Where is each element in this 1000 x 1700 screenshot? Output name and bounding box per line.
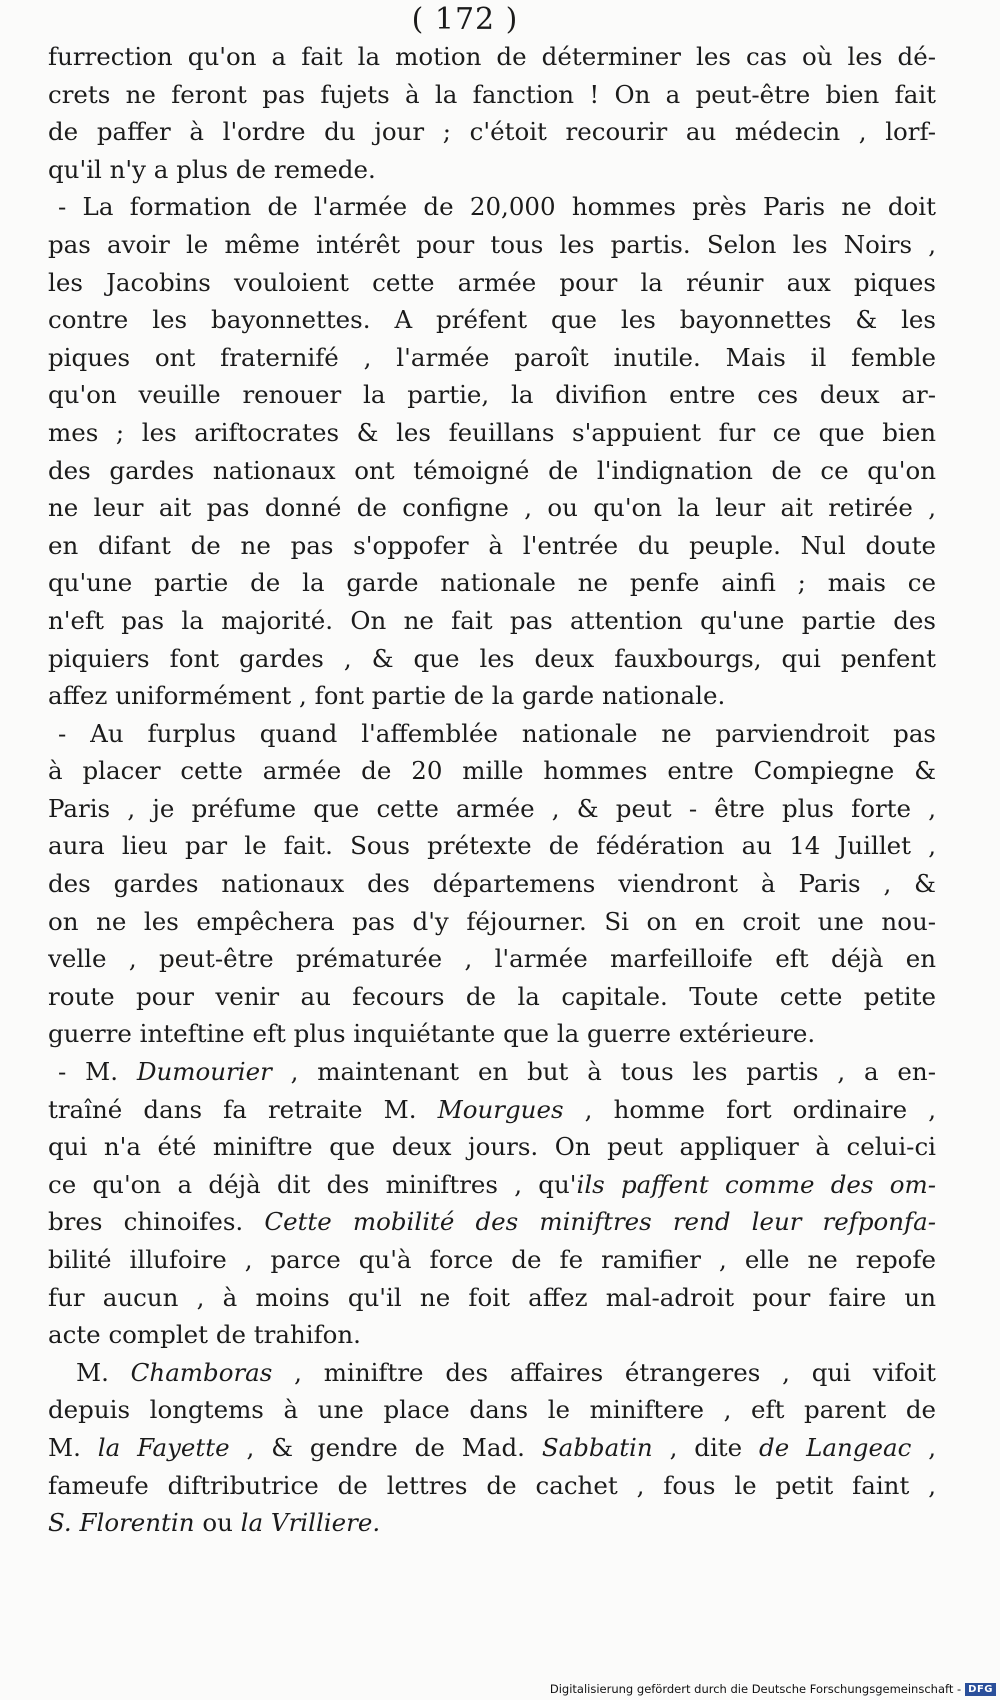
text-segment: M. [48, 1432, 98, 1462]
text-line [48, 339, 936, 377]
text-line [48, 1241, 936, 1279]
text-segment: furrection qu'on a fait la motion de déterminer les cas où les dé- [48, 42, 936, 71]
text-line [48, 376, 936, 414]
text-line [48, 151, 936, 189]
text-segment: fur aucun , à moins qu'il ne foit affez mal-adroit pour faire un [48, 1282, 936, 1312]
text-segment: , miniftre des affaires étrangeres , qui vifoit [272, 1357, 936, 1387]
text-line [48, 188, 936, 226]
text-segment: depuis longtems à une place dans le miniftere , eft parent de [48, 1395, 936, 1425]
text-line [48, 677, 936, 715]
text-line [48, 38, 936, 76]
text-line [48, 1279, 936, 1317]
credit-text: Digitalisierung gefördert durch die Deutsche Forschungsgemeinschaft - [549, 1682, 962, 1696]
text-segment: piques ont fraternifé , l'armée paroît inutile. Mais il femble [48, 342, 936, 372]
text-segment: ou [194, 1508, 241, 1538]
text-segment: piquiers font gardes , & que les deux fauxbourgs, qui penfent [48, 643, 936, 673]
text-line [48, 1467, 936, 1505]
text-segment: , homme fort ordinaire , [563, 1094, 936, 1124]
text-line [48, 527, 936, 565]
text-segment: à placer cette armée de 20 mille hommes entre Compiegne & [48, 756, 936, 786]
text-line [48, 1166, 936, 1204]
text-line [48, 1316, 936, 1354]
text-segment: ne leur ait pas donné de configne , ou qu'on la leur ait retirée , [48, 493, 936, 523]
text-segment: velle , peut-être prématurée , l'armée marfeilloife eft déjà en [48, 944, 936, 974]
text-segment: bres chinoifes. [48, 1207, 244, 1237]
italic-segment: Cette mobilité des miniftres rend leur refponfa- [243, 1207, 936, 1237]
italic-segment: de Langeac [759, 1432, 912, 1462]
text-line [48, 752, 936, 790]
text-segment: route pour venir au fecours de la capitale. Toute cette petite [48, 981, 936, 1011]
text-segment: contre les bayonnettes. A préfent que les bayonnettes & les [48, 305, 936, 335]
text-segment: ce qu'on a déjà dit des miniftres , qu' [48, 1169, 577, 1199]
text-segment: Paris , je préfume que cette armée , & peut - être plus forte , [48, 793, 936, 823]
text-segment: aura lieu par le fait. Sous prétexte de fédération au 14 Juillet , [48, 831, 936, 861]
paragraph [48, 1053, 936, 1354]
text-line [48, 865, 936, 903]
text-line [48, 790, 936, 828]
text-segment: crets ne feront pas fujets à la fanction ! On a peut-être bien fait [48, 79, 936, 109]
text-line [48, 1203, 936, 1241]
text-line [48, 715, 936, 753]
dfg-logo-icon: DFG [965, 1683, 996, 1696]
text-segment: - La formation de l'armée de 20,000 hommes près Paris ne doit [58, 192, 936, 222]
text-line [48, 1053, 936, 1091]
italic-segment: la Vrilliere. [240, 1508, 381, 1538]
italic-segment: S. Florentin [48, 1508, 195, 1538]
italic-segment: Mourgues [437, 1094, 564, 1124]
text-line [48, 1429, 936, 1467]
text-segment: acte complet de trahifon. [48, 1320, 361, 1350]
text-segment: en difant de ne pas s'oppofer à l'entrée du peuple. Nul doute [48, 530, 936, 560]
text-segment: mes ; les ariftocrates & les feuillans s'appuient fur ce que bien [48, 417, 936, 447]
paragraph [48, 715, 936, 1053]
text-line [48, 76, 936, 114]
text-line [48, 602, 936, 640]
text-line [48, 113, 936, 151]
text-line [48, 827, 936, 865]
digitization-credit [550, 1682, 996, 1696]
text-line [48, 1128, 936, 1166]
text-line [48, 226, 936, 264]
text-line [48, 640, 936, 678]
text-segment: on ne les empêchera pas d'y féjourner. Si on en croit une nou- [48, 906, 936, 936]
text-segment: qu'une partie de la garde nationale ne penfe ainfi ; mais ce [48, 568, 936, 598]
page-number: ( 172 ) [411, 2, 519, 37]
italic-segment: Chamboras [130, 1357, 273, 1387]
text-line [48, 940, 936, 978]
text-segment: qu'il n'y a plus de remede. [48, 154, 376, 184]
text-segment: affez uniformément , font partie de la garde nationale. [48, 681, 726, 711]
text-line [48, 452, 936, 490]
italic-segment: Dumourier [136, 1057, 272, 1087]
text-line [48, 1391, 936, 1429]
italic-segment: Sabbatin [541, 1432, 653, 1462]
text-line [48, 264, 936, 302]
text-line [48, 414, 936, 452]
text-segment: fameufe diftributrice de lettres de cachet , fous le petit faint , [48, 1470, 936, 1500]
text-line [48, 489, 936, 527]
text-segment: qu'on veuille renouer la partie, la divifion entre ces deux ar- [48, 380, 936, 410]
text-line [48, 564, 936, 602]
italic-segment: la Fayette [97, 1432, 230, 1462]
text-segment: M. [76, 1357, 131, 1387]
text-segment: les Jacobins vouloient cette armée pour la réunir aux piques [48, 267, 936, 297]
text-line [48, 1354, 936, 1392]
paragraph [48, 1354, 936, 1542]
text-line [48, 1015, 936, 1053]
text-segment: - Au furplus quand l'affemblée nationale ne parviendroit pas [58, 718, 936, 748]
text-line [48, 1091, 936, 1129]
text-line [48, 978, 936, 1016]
text-line [48, 301, 936, 339]
text-segment: bilité illufoire , parce qu'à force de fe ramifier , elle ne repofe [48, 1245, 936, 1274]
text-segment: , dite [652, 1432, 760, 1462]
body-text [48, 38, 936, 1542]
text-segment: qui n'a été miniftre que deux jours. On peut appliquer à celui-ci [48, 1132, 936, 1162]
paragraph [48, 188, 936, 714]
paragraph [48, 38, 936, 188]
text-segment: de paffer à l'ordre du jour ; c'étoit recourir au médecin , lorf- [48, 117, 936, 147]
text-line [48, 903, 936, 941]
text-segment: des gardes nationaux ont témoigné de l'indignation de ce qu'on [48, 455, 936, 485]
text-segment: des gardes nationaux des départemens viendront à Paris , & [48, 869, 936, 899]
text-line [48, 1504, 936, 1542]
text-segment: n'eft pas la majorité. On ne fait pas attention qu'une partie des [48, 605, 936, 635]
text-segment: , & gendre de Mad. [229, 1432, 542, 1462]
text-segment: - M. [58, 1057, 137, 1087]
text-segment: , [911, 1432, 936, 1462]
italic-segment: ils paffent comme des om- [576, 1169, 936, 1199]
text-segment: , maintenant en but à tous les partis , a en- [271, 1057, 936, 1087]
text-segment: traîné dans fa retraite M. [48, 1094, 438, 1124]
text-segment: pas avoir le même intérêt pour tous les partis. Selon les Noirs , [48, 229, 936, 259]
text-segment: guerre inteftine eft plus inquiétante que la guerre extérieure. [48, 1019, 816, 1049]
